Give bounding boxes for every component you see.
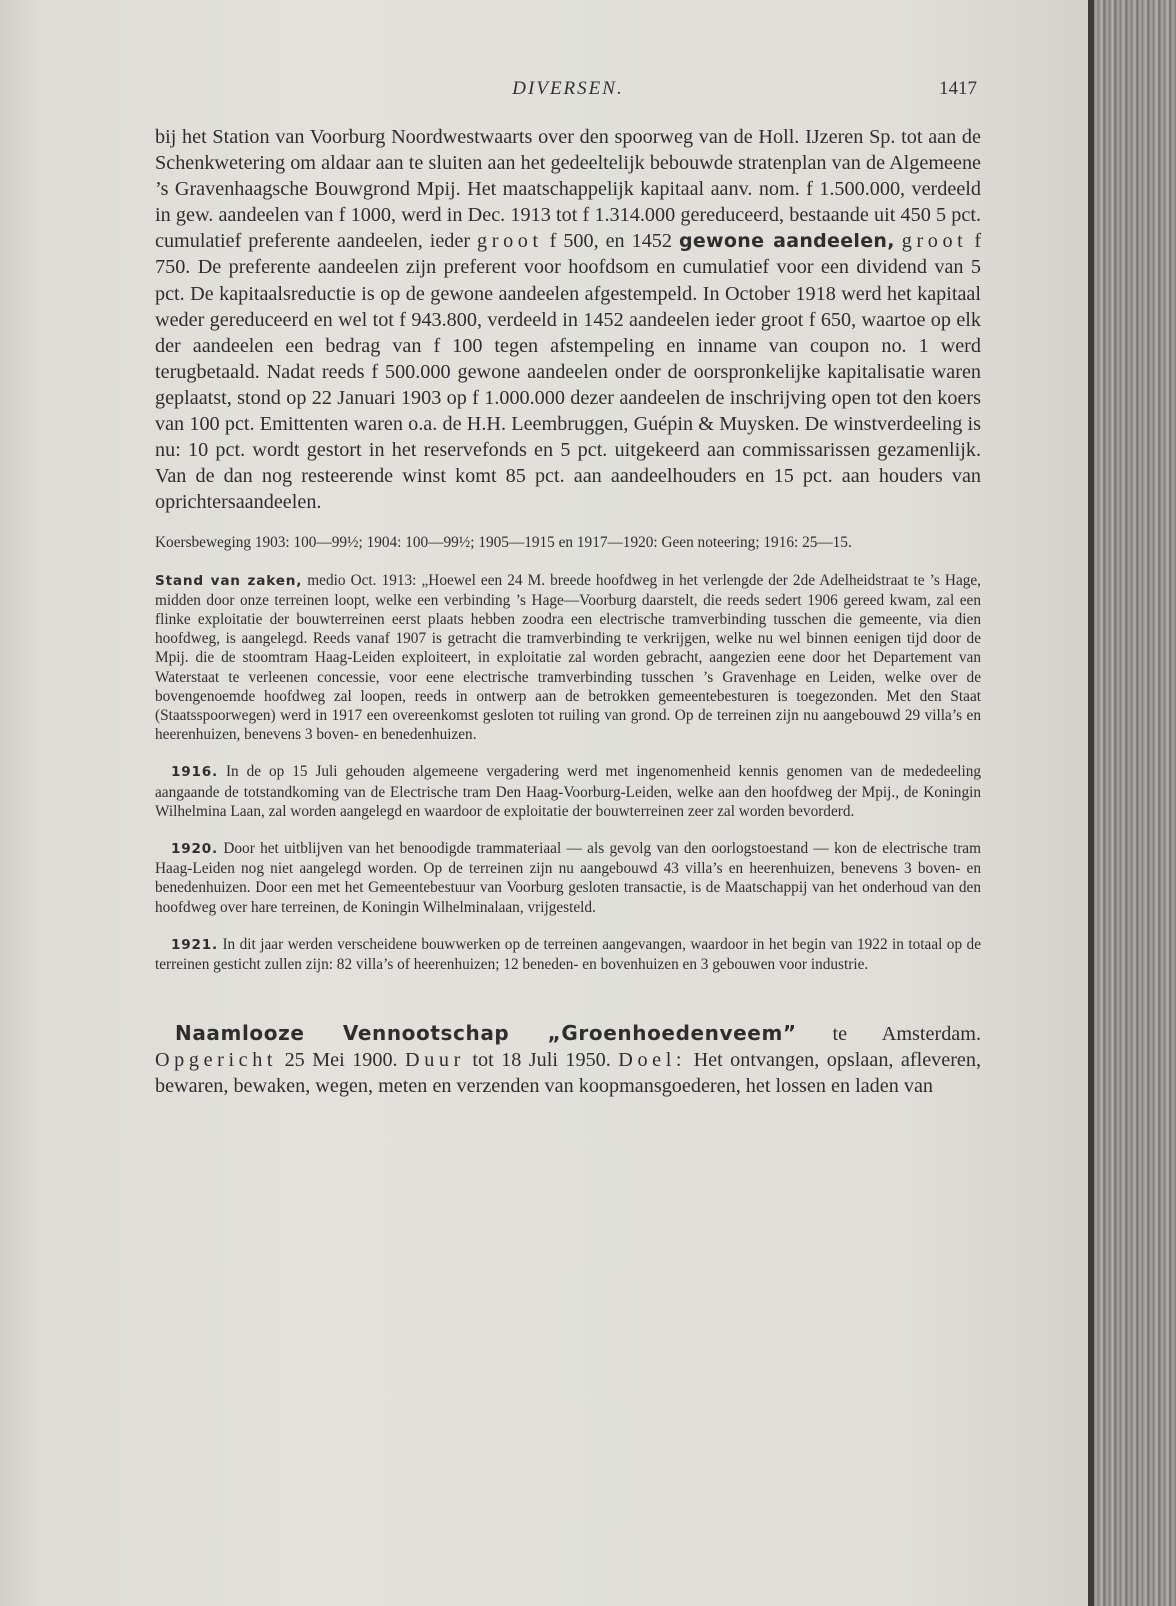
doel-text: Het ontvangen, opslaan, afleveren, bewaren, bewaken, wegen, meten en verzenden van koopmansgoederen, het lossen en laden van <box>155 1049 982 1098</box>
groot-label-1: groot <box>477 230 543 253</box>
book-page-edges <box>1088 0 1176 1606</box>
page-header <box>155 78 981 104</box>
page-content <box>155 124 981 1120</box>
year-label: 1921. <box>171 936 218 953</box>
groot-label-2: groot <box>901 230 968 253</box>
duur-label: Duur <box>405 1049 465 1072</box>
opgericht-label: Opgericht <box>155 1049 278 1072</box>
year-1916-paragraph <box>155 762 981 821</box>
opgericht-value: 25 Mei 1900. <box>284 1049 398 1072</box>
koersbeweging-paragraph: Koersbeweging 1903: 100—99½; 1904: 100—99½; 1905—1915 en 1917—1920: Geen noteering; 1916: 25—15. <box>155 534 852 552</box>
page-number: 1417 <box>939 78 977 99</box>
stand-van-zaken-paragraph <box>155 571 981 745</box>
year-1921-paragraph <box>155 935 981 974</box>
year-label: 1920. <box>171 841 218 858</box>
capital-paragraph <box>155 124 981 515</box>
stand-van-zaken-label: Stand van zaken, <box>155 572 303 589</box>
capital-text-part-3: f 750. De preferente aandeelen zijn preferent voor hoofdsom en cumulatief voor een dividend van 5 pct. De kapitaalsreductie is op de gewone aandeelen afgestempeld. In October 1918 werd het kapitaal weder gereduceerd en wel tot f 943.800, verdeeld in 1452 aandeelen ieder groot f 650, waartoe op elk der aandeelen een bedrag van f 100 tegen afstempeling en inname van coupon no. 1 werd terugbetaald. Nadat reeds f 500.000 gewone aandeelen onder de oorspronkelijke kapitalisatie waren geplaatst, stond op 22 Januari 1903 op f 1.000.000 dezer aandeelen de inschrijving open tot den koers van 100 pct. Emittenten waren o.a. de H.H. Leembruggen, Guépin & Muysken. De winstverdeeling is nu: 10 pct. wordt gestort in het reservefonds en 5 pct. uitgekeerd aan commissarissen gezamenlijk. Van de dan nog resteerende winst komt 85 pct. aan aandeelhouders en 15 pct. aan houders van oprichtersaandeelen. <box>155 230 982 514</box>
company-location: te Amsterdam. <box>832 1023 981 1046</box>
year-1920-paragraph <box>155 839 981 917</box>
company-name: Naamlooze Vennootschap „Groenhoedenveem” <box>175 1021 797 1046</box>
year-text: Door het uitblijven van het benoodigde trammateriaal — als gevolg van den oorlogstoestand — kon de electrische tram Haag-Leiden nog niet aangelegd worden. Op de terreinen zijn nu aangebouwd 43 villa’s en heerenhuizen, benevens 3 boven- en benedenhuizen. Door een met het Gemeentebestuur van Voorburg gesloten transactie, is de Maatschappij van het onderhoud van den hoofdweg over hare terreinen, de Koningin Wilhelminalaan, vrijgesteld. <box>155 840 981 916</box>
duur-value: tot 18 Juli 1950. <box>472 1049 611 1072</box>
capital-text-part-1: bij het Station van Voorburg Noordwestwaarts over den spoorweg van de Holl. IJzeren Sp. tot aan de Schenkwetering om aldaar aan te sluiten aan het gedeeltelijk bebouwde stratenplan van de Algemeene ’s Gravenhaagsche Bouwgrond Mpij. Het maatschappelijk kapitaal aanv. nom. f 1.500.000, verdeeld in gew. aandeelen van f 1000, werd in Dec. 1913 tot f 1.314.000 gereduceerd, bestaande uit 450 5 pct. cumulatief preferente aandeelen, ieder <box>155 126 981 253</box>
year-text: In dit jaar werden verscheidene bouwwerken op de terreinen aangevangen, waardoor in het begin van 1922 in totaal op de terreinen gesticht zullen zijn: 82 villa’s of heerenhuizen; 12 beneden- en bovenhuizen en 3 gebouwen voor industrie. <box>155 935 981 974</box>
year-label: 1916. <box>171 764 218 781</box>
running-head: DIVERSEN. <box>512 78 624 99</box>
gewone-aandeelen-heading: gewone aandeelen, <box>678 230 895 253</box>
company-entry <box>155 1020 981 1099</box>
capital-text-part-2: f 500, en 1452 <box>549 230 672 253</box>
doel-label: Doel: <box>618 1049 687 1072</box>
stand-van-zaken-text: medio Oct. 1913: „Hoewel een 24 M. breede hoofdweg in het verlengde der 2de Adelheidstraat te ’s Hage, midden door onze terreinen loopt, welke een verbinding ’s Hage—Voorburg daarstelt, die reeds sedert 1906 gereed kwam, zal een flinke exploitatie der bouwterreinen eerst plaats hebben zoodra een electrische tramverbinding tusschen die gemeente, via dien hoofdweg, is aangelegd. Reeds vanaf 1907 is getracht die tramverbinding te verkrijgen, welke nu wel binnen eenigen tijd door de Mpij. die de stoomtram Haag-Leiden exploiteert, in exploitatie zal worden gebracht, aangezien eene door het Departement van Waterstaat te verleenen concessie, voor eene electrische tramverbinding tusschen ’s Gravenhage en Leiden, welke over de bovengenoemde hoofdweg zal loopen, reeds in ontwerp aan de betrokken gemeentebesturen is toegezonden. Met den Staat (Staatsspoorwegen) werd in 1917 een overeenkomst gesloten tot ruiling van grond. Op de terreinen zijn nu aangebouwd 29 villa’s en heerenhuizen, benevens 3 boven- en benedenhuizen. <box>155 571 982 744</box>
year-text: In de op 15 Juli gehouden algemeene vergadering werd met ingenomenheid kennis genomen van de mededeeling aangaande de totstandkoming van de Electrische tram Den Haag-Voorburg-Leiden, welke aan den hoofdweg der Mpij., de Koningin Wilhelmina Laan, zal worden aangelegd en waardoor de exploitatie der bouwterreinen zeer zal worden bevorderd. <box>155 763 981 820</box>
